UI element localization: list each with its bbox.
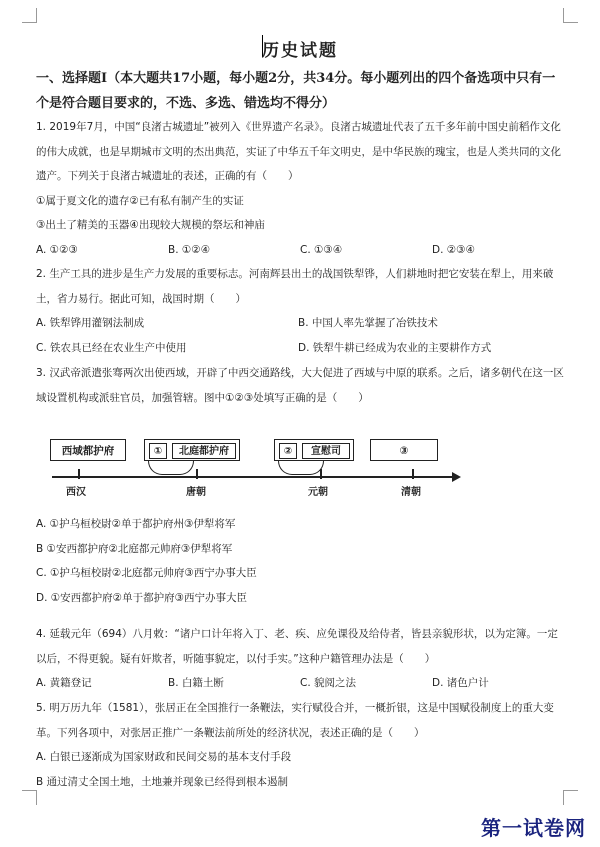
timeline-tick (196, 469, 198, 479)
blank-number: ② (279, 443, 297, 459)
timeline-box-2 (274, 439, 354, 461)
option-b[interactable]: B. 中国人率先掌握了冶铁技术 (298, 317, 438, 329)
blank-number: ① (149, 443, 167, 459)
bracket-arc (278, 461, 324, 475)
page-corner-mark (22, 8, 37, 23)
option-d[interactable]: D. 铁犁牛耕已经成为农业的主要耕作方式 (298, 341, 492, 354)
option-b[interactable]: B. ①②④ (168, 243, 211, 256)
option-d[interactable]: D. ②③④ (432, 243, 475, 256)
page-title: 历史试题 (262, 41, 338, 61)
timeline-label: 清朝 (401, 487, 421, 498)
statement-line: ①属于夏文化的遗存②已有私有制产生的实证 (36, 194, 244, 207)
question-stem: 2. 生产工具的进步是生产力发展的重要标志。河南辉县出土的战国铁犁铧，人们耕地时把它安装在犁上，用来破土，省力易行。据此可知，战国时期（ ） (36, 268, 554, 305)
question-3 (36, 361, 566, 410)
option-c[interactable]: C. 铁农具已经在农业生产中使用 (36, 341, 187, 354)
timeline-label: 西汉 (66, 487, 86, 498)
option-a[interactable]: A. ①护乌桓校尉②单于都护府州③伊犁将军 (36, 518, 236, 530)
timeline-tick (412, 469, 414, 479)
question-2 (36, 262, 566, 360)
timeline-figure (44, 433, 464, 503)
question-4 (36, 622, 566, 696)
option-c[interactable]: C. 貌阅之法 (300, 677, 357, 689)
option-a[interactable]: A. ①②③ (36, 243, 78, 256)
timeline-tick (78, 469, 80, 479)
page-corner-mark (22, 790, 37, 805)
question-stem: 4. 延载元年（694）八月敕：“诸户口计年将入丁、老、疾、应免课役及给侍者，皆县亲貌形状，以为定簿。一定以后，不得更貌。疑有奸欺者，听随事貌定，以付手实。”这种户籍管理办法是（ ） (36, 628, 558, 665)
bracket-arc (148, 461, 194, 475)
timeline-box-3 (370, 439, 438, 461)
question-stem: 5. 明万历九年（1581），张居正在全国推行一条鞭法，实行赋役合并，一概折银，这是中国赋役制度上的重大变革。下列各项中，对张居正推广一条鞭法前所处的经济状况，表述正确的是（ ） (36, 702, 554, 739)
option-b[interactable]: B. 白籍土断 (168, 677, 224, 689)
option-d[interactable]: D. 诸色户计 (432, 677, 489, 689)
options (36, 311, 566, 336)
options (36, 336, 566, 361)
option-a[interactable]: A. 铁犁铧用灌钢法制成 (36, 317, 145, 329)
timeline-label: 元朝 (308, 487, 328, 498)
timeline-box-xiyu: 西域都护府 (50, 439, 126, 461)
timeline-axis (52, 476, 454, 478)
option-c[interactable]: C. ①③④ (300, 243, 343, 256)
question-stem: 3. 汉武帝派遣张骞两次出使西域，开辟了中西交通路线，大大促进了西域与中原的联系。之后，诸多朝代在这一区域设置机构或派驻官员，加强管辖。图中①②③处填写正确的是（ ） (36, 367, 564, 404)
blank-label: 北庭都护府 (172, 443, 236, 459)
question-stem: 1. 2019年7月，中国“良渚古城遗址”被列入《世界遗产名录》。良渚古城遗址代表了五千多年前中国史前稻作文化的伟大成就，也是早期城市文明的杰出典范，实证了中华五千年文明史，是中华民族的瑰宝，也是人类共同的文化遗产。下列关于良渚古城遗址的表述，正确的有（ ） (36, 121, 561, 182)
blank-label: 宣慰司 (302, 443, 350, 459)
option-a[interactable]: A. 黄籍登记 (36, 677, 92, 689)
question-1 (36, 115, 566, 262)
options (36, 671, 566, 696)
option-b[interactable]: B 通过清丈全国土地，土地兼并现象已经得到根本遏制 (36, 775, 289, 788)
option-c[interactable]: C. ①护乌桓校尉②北庭都元帅府③西宁办事大臣 (36, 567, 257, 579)
blank-number: ③ (399, 445, 409, 457)
arrow-icon (452, 472, 461, 482)
option-a[interactable]: A. 白银已逐渐成为国家财政和民间交易的基本支付手段 (36, 751, 292, 763)
statement-line: ③出土了精美的玉器④出现较大规模的祭坛和神庙 (36, 219, 265, 231)
options (36, 238, 566, 263)
question-5 (36, 696, 566, 794)
option-d[interactable]: D. ①安西都护府②单于都护府③西宁办事大臣 (36, 591, 247, 604)
timeline-box-1 (144, 439, 240, 461)
option-b[interactable]: B ①安西都护府②北庭都元帅府③伊犁将军 (36, 542, 233, 555)
timeline-label: 唐朝 (186, 487, 206, 498)
site-watermark-logo: 第一试卷网 (481, 816, 586, 840)
timeline-tick (320, 469, 322, 479)
section-heading: 一、选择题Ⅰ（本大题共17小题，每小题2分，共34分。每小题列出的四个备选项中只有一个是符合题目要求的，不选、多选、错选均不得分） (36, 71, 556, 111)
page-corner-mark (563, 8, 578, 23)
question-3-options (36, 512, 566, 610)
